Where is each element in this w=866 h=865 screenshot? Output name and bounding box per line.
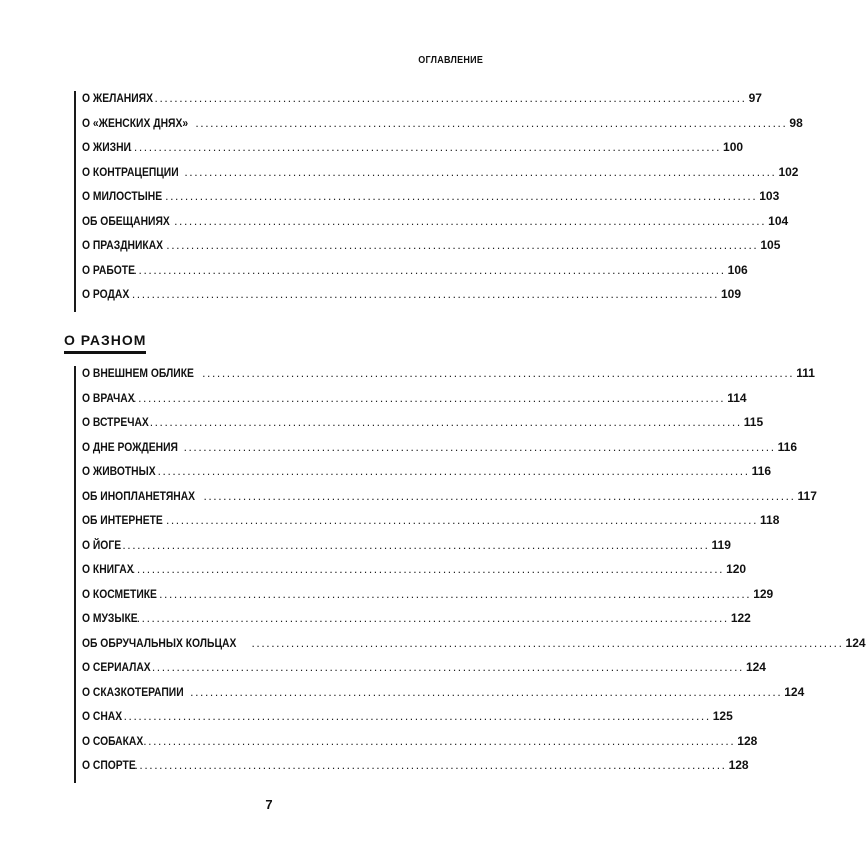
toc-entry-title: О РОДАХ bbox=[82, 287, 130, 301]
toc-entry-page: 114 bbox=[727, 390, 747, 405]
toc-entry-title: ОБ ОБЕЩАНИЯХ bbox=[82, 213, 170, 228]
toc-dot-leader: ........................................................................................................................ bbox=[202, 366, 795, 380]
toc-dot-leader: ........................................................................................................................ bbox=[251, 635, 844, 650]
toc-entry-title: О ЖИЗНИ bbox=[82, 140, 131, 154]
toc-dot-leader: ........................................................................................................................ bbox=[203, 488, 796, 503]
toc-entry bbox=[82, 439, 797, 465]
toc-entry-page: 116 bbox=[777, 439, 797, 454]
toc-entry bbox=[82, 238, 781, 263]
toc-dot-leader: ........................................................................................................................ bbox=[128, 140, 722, 154]
toc-entry-page: 128 bbox=[737, 733, 758, 748]
toc-dot-leader: ........................................................................................................................ bbox=[132, 562, 725, 576]
toc-entry-title: О «ЖЕНСКИХ ДНЯХ» bbox=[82, 115, 189, 130]
toc-entry-page: 98 bbox=[789, 115, 803, 130]
toc-entry-page: 118 bbox=[760, 513, 780, 527]
toc-dot-leader: ........................................................................................................................ bbox=[149, 415, 742, 429]
toc-entry bbox=[82, 758, 749, 783]
toc-entry bbox=[82, 464, 772, 489]
toc-entry-page: 109 bbox=[721, 287, 742, 301]
toc-entry bbox=[82, 91, 762, 116]
toc-entry-page: 119 bbox=[711, 537, 731, 552]
toc-entry-title: О ДНЕ РОЖДЕНИЯ bbox=[82, 439, 178, 454]
toc-entry bbox=[82, 635, 866, 661]
toc-entry-page: 129 bbox=[753, 586, 774, 601]
toc-entry bbox=[82, 115, 803, 141]
toc-entry-page: 122 bbox=[730, 611, 751, 625]
toc-dot-leader: ........................................................................................................................ bbox=[126, 287, 719, 301]
toc-dot-leader: ........................................................................................................................ bbox=[157, 464, 750, 478]
toc-entry-page: 103 bbox=[759, 189, 780, 203]
toc-entry-title: О СПОРТЕ bbox=[82, 758, 136, 772]
toc-entry-title: О КОНТРАЦЕПЦИИ bbox=[82, 164, 179, 179]
toc-entry-page: 104 bbox=[768, 213, 789, 228]
toc-entry bbox=[82, 262, 748, 288]
toc-entry-title: О МИЛОСТЫНЕ bbox=[82, 189, 163, 203]
page-number: 7 bbox=[265, 797, 273, 812]
toc-entry-page: 124 bbox=[845, 635, 866, 650]
toc-entry-page: 100 bbox=[723, 140, 744, 154]
toc-entry bbox=[82, 415, 764, 440]
toc-entry-title: ОБ ОБРУЧАЛЬНЫХ КОЛЬЦАХ bbox=[82, 635, 237, 650]
toc-entry-page: 105 bbox=[760, 238, 781, 252]
toc-entry-page: 124 bbox=[784, 684, 805, 699]
toc-dot-leader: ........................................................................................................................ bbox=[165, 189, 758, 203]
toc-entry-page: 117 bbox=[797, 488, 817, 503]
toc-entry-title: О РАБОТЕ bbox=[82, 262, 135, 277]
toc-entry-page: 120 bbox=[726, 562, 747, 576]
toc-section-misc bbox=[74, 366, 866, 783]
toc-entry-page: 125 bbox=[712, 709, 733, 723]
toc-dot-leader: ........................................................................................................................ bbox=[195, 115, 788, 130]
toc-dot-leader: ........................................................................................................................ bbox=[133, 390, 726, 405]
toc-entry bbox=[82, 189, 780, 214]
toc-dot-leader: ........................................................................................................................ bbox=[136, 611, 729, 625]
toc-dot-leader: ........................................................................................................................ bbox=[174, 213, 767, 228]
toc-entry-title: О СКАЗКОТЕРАПИИ bbox=[82, 684, 184, 699]
toc-dot-leader: ........................................................................................................................ bbox=[118, 709, 711, 723]
toc-entry-title: О ПРАЗДНИКАХ bbox=[82, 238, 164, 252]
toc-entry-title: О ВРАЧАХ bbox=[82, 390, 135, 405]
toc-entry bbox=[82, 709, 733, 734]
toc-dot-leader: ........................................................................................................................ bbox=[159, 586, 752, 601]
toc-entry-title: О СОБАКАХ bbox=[82, 733, 144, 748]
toc-entry-page: 128 bbox=[728, 758, 749, 772]
toc-dot-leader: ........................................................................................................................ bbox=[151, 660, 744, 674]
toc-entry bbox=[82, 164, 799, 190]
toc-section-previous bbox=[74, 91, 803, 312]
toc-entry-title: О СЕРИАЛАХ bbox=[82, 660, 151, 674]
toc-entry bbox=[82, 213, 789, 239]
toc-entry bbox=[82, 366, 815, 391]
toc-dot-leader: ........................................................................................................................ bbox=[143, 733, 736, 748]
toc-entry-page: 97 bbox=[748, 91, 762, 105]
toc-dot-leader: ........................................................................................................................ bbox=[133, 262, 726, 277]
toc-dot-leader: ........................................................................................................................ bbox=[166, 238, 759, 252]
toc-dot-leader: ........................................................................................................................ bbox=[190, 684, 783, 699]
toc-entry-page: 111 bbox=[796, 366, 815, 380]
toc-dot-leader: ........................................................................................................................ bbox=[117, 537, 710, 552]
toc-dot-leader: ........................................................................................................................ bbox=[183, 439, 776, 454]
toc-entry-page: 124 bbox=[745, 660, 766, 674]
toc-dot-leader: ........................................................................................................................ bbox=[165, 513, 759, 527]
toc-entry bbox=[82, 390, 747, 416]
toc-dot-leader: ........................................................................................................................ bbox=[184, 164, 777, 179]
running-header: ОГЛАВЛЕНИЕ bbox=[418, 55, 483, 66]
section-heading: О РАЗНОМ bbox=[64, 332, 146, 354]
toc-entry-page: 116 bbox=[751, 464, 772, 478]
toc-entry bbox=[82, 660, 766, 685]
toc-entry bbox=[82, 684, 805, 710]
toc-entry bbox=[82, 537, 731, 563]
toc-entry-title: ОБ ИНОПЛАНЕТЯНАХ bbox=[82, 488, 196, 503]
toc-entry-title: О ВСТРЕЧАХ bbox=[82, 415, 149, 429]
toc-entry-title: О ЖЕЛАНИЯХ bbox=[82, 91, 153, 105]
toc-entry-page: 102 bbox=[778, 164, 799, 179]
toc-entry bbox=[82, 140, 744, 165]
toc-entry bbox=[82, 611, 751, 636]
toc-entry-title: О СНАХ bbox=[82, 709, 123, 723]
toc-entry-title: О МУЗЫКЕ bbox=[82, 611, 138, 625]
toc-entry-page: 106 bbox=[727, 262, 748, 277]
toc-entry-title: ОБ ИНТЕРНЕТЕ bbox=[82, 513, 163, 527]
toc-entry bbox=[82, 513, 780, 538]
toc-entry-title: О ЖИВОТНЫХ bbox=[82, 464, 156, 478]
toc-entry-title: О ВНЕШНЕМ ОБЛИКЕ bbox=[82, 366, 194, 380]
toc-entry-page: 115 bbox=[743, 415, 764, 429]
toc-entry bbox=[82, 287, 742, 312]
toc-dot-leader: ........................................................................................................................ bbox=[134, 758, 727, 772]
toc-entry-title: О КНИГАХ bbox=[82, 562, 134, 576]
toc-entry bbox=[82, 562, 747, 587]
toc-entry bbox=[82, 488, 817, 514]
toc-dot-leader: ........................................................................................................................ bbox=[154, 91, 747, 105]
toc-entry bbox=[82, 586, 774, 612]
toc-entry bbox=[82, 733, 758, 759]
toc-entry-title: О КОСМЕТИКЕ bbox=[82, 586, 157, 601]
toc-entry-title: О ЙОГЕ bbox=[82, 537, 122, 552]
